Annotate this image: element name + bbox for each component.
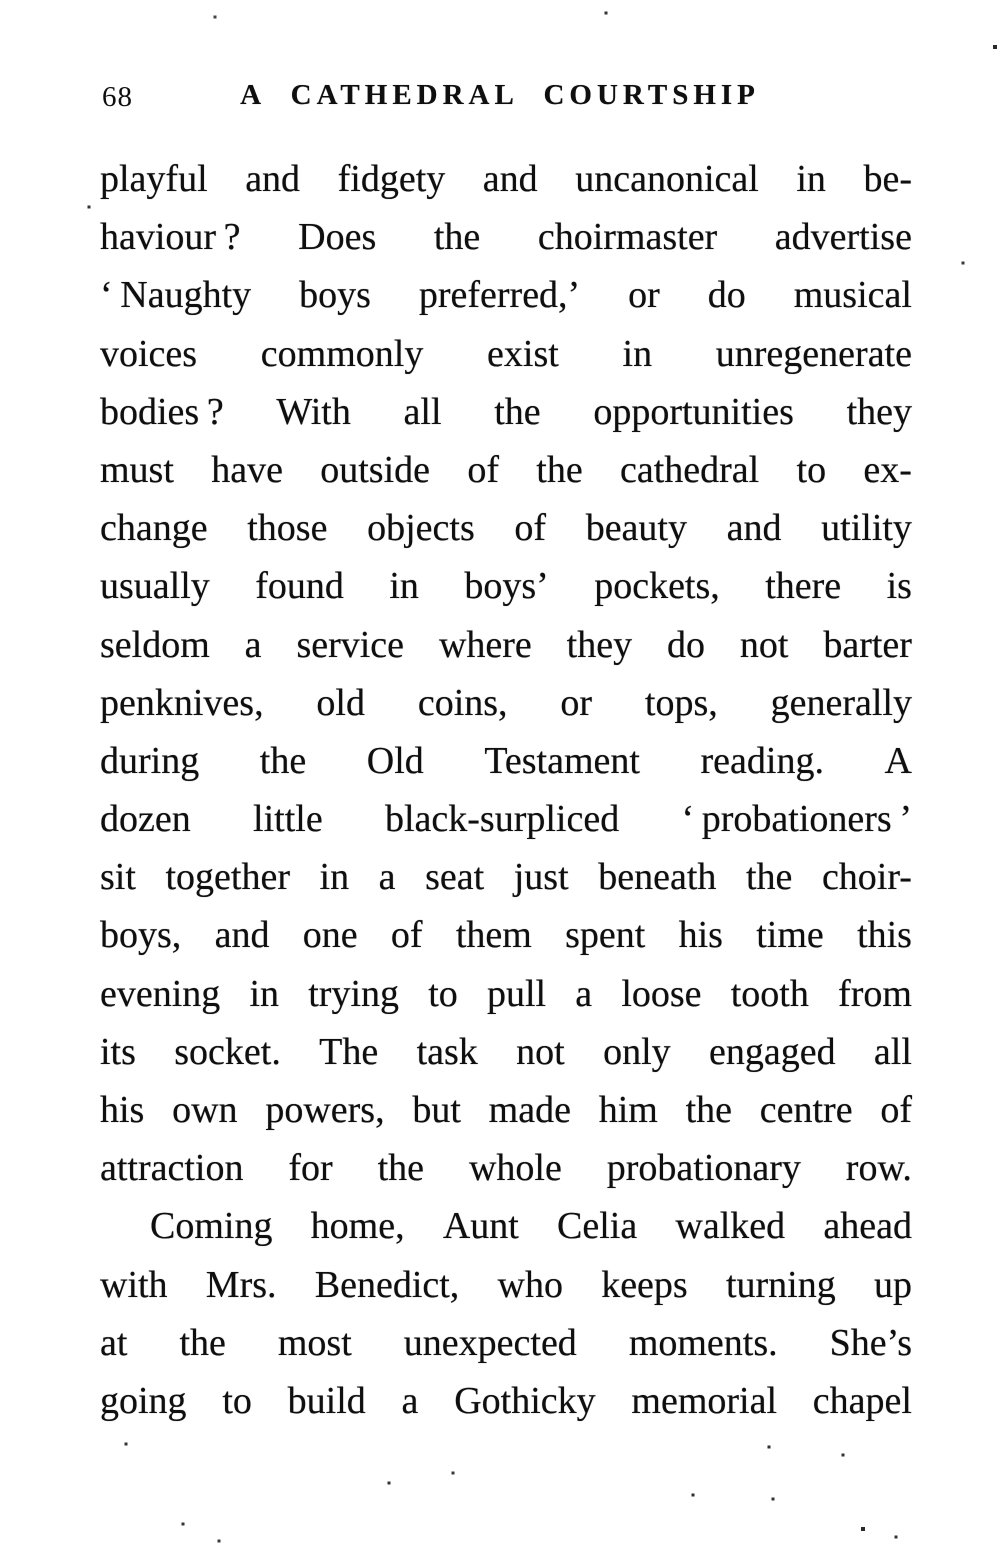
text-line	[100, 1197, 912, 1255]
word: the	[536, 448, 583, 491]
word: him	[598, 1089, 658, 1131]
page-header	[100, 76, 900, 118]
word: or	[628, 274, 660, 317]
word: of	[390, 914, 423, 957]
word: unregenerate	[715, 332, 912, 375]
text-line	[100, 1372, 912, 1430]
word: outside	[320, 448, 431, 491]
word: loose	[621, 972, 702, 1015]
word: do	[667, 623, 705, 666]
word: they	[566, 623, 633, 666]
word: the	[179, 1321, 226, 1364]
text-line	[100, 441, 912, 499]
word: in	[796, 158, 826, 200]
word: them	[455, 914, 532, 957]
word: must	[100, 448, 174, 491]
word: is	[886, 565, 912, 608]
word: Gothicky	[454, 1379, 596, 1422]
word: made	[488, 1089, 571, 1131]
word: usually	[100, 565, 210, 608]
word: coins,	[417, 681, 508, 724]
word: Mrs.	[205, 1263, 277, 1306]
word: A	[884, 739, 912, 782]
text-line	[100, 325, 912, 383]
word: reading.	[700, 739, 824, 782]
text-line	[100, 557, 912, 615]
word: his	[678, 914, 723, 957]
word: engaged	[708, 1030, 836, 1073]
word: tooth	[730, 972, 809, 1015]
word: and	[726, 507, 782, 550]
text-line	[100, 266, 912, 324]
text-line	[100, 1256, 912, 1314]
text-line	[100, 150, 912, 208]
word: in	[389, 565, 419, 608]
word: and	[214, 914, 270, 957]
scan-noise	[0, 0, 2, 2]
word: spent	[565, 914, 646, 957]
word: probationary	[606, 1147, 801, 1190]
word: playful	[100, 158, 208, 200]
word: build	[287, 1379, 366, 1422]
word: at	[100, 1321, 128, 1364]
word: they	[846, 390, 912, 433]
word: choirmaster	[537, 216, 718, 259]
word: time	[756, 914, 824, 957]
word: the	[433, 216, 481, 259]
word: the	[259, 739, 307, 782]
word: commonly	[260, 332, 424, 375]
word: moments.	[628, 1321, 778, 1364]
word: one	[302, 914, 358, 957]
word: a	[575, 972, 593, 1015]
word: She’s	[829, 1321, 912, 1364]
word: unexpected	[403, 1321, 577, 1364]
word: fidgety	[337, 158, 446, 200]
word: chapel	[812, 1379, 912, 1422]
word: or	[560, 681, 593, 724]
word: pockets,	[594, 565, 720, 608]
word: all	[873, 1030, 912, 1073]
word: powers,	[265, 1089, 385, 1131]
word: found	[255, 565, 344, 608]
word: turning	[725, 1263, 836, 1306]
word: Benedict,	[314, 1263, 460, 1306]
word: penknives,	[100, 681, 264, 724]
word: to	[796, 448, 827, 491]
word: objects	[367, 507, 475, 550]
word: his	[100, 1089, 145, 1131]
word: trying	[308, 972, 400, 1015]
text-line	[100, 906, 912, 964]
word: there	[765, 565, 842, 608]
text-line	[100, 1081, 912, 1139]
word: with	[100, 1263, 168, 1306]
word: The	[319, 1030, 379, 1073]
word: memorial	[631, 1379, 778, 1422]
word: Testament	[484, 739, 640, 782]
word: boys,	[100, 914, 182, 957]
word: whole	[468, 1147, 562, 1190]
word: beneath	[598, 856, 717, 899]
word: evening	[100, 972, 221, 1015]
word: dozen	[100, 798, 191, 841]
word: Coming	[150, 1205, 273, 1248]
word: the	[745, 856, 793, 899]
word: to	[428, 972, 458, 1015]
word: beauty	[585, 507, 687, 550]
word: only	[603, 1030, 671, 1073]
word: those	[247, 507, 328, 550]
word: change	[100, 507, 208, 550]
word: seldom	[100, 623, 210, 666]
word: most	[277, 1321, 352, 1364]
word: going	[100, 1379, 187, 1422]
word: all	[403, 390, 442, 433]
text-line	[100, 383, 912, 441]
word: preferred,’	[418, 274, 581, 317]
word: attraction	[100, 1147, 244, 1190]
text-block	[100, 150, 912, 1430]
word: seat	[425, 856, 485, 899]
text-line	[100, 1314, 912, 1372]
word: be-	[863, 158, 912, 200]
text-line	[100, 616, 912, 674]
word: little	[253, 798, 323, 841]
word: cathedral	[620, 448, 760, 491]
word: of	[880, 1089, 912, 1131]
word: old	[316, 681, 365, 724]
word: the	[494, 390, 541, 433]
word: the	[685, 1089, 732, 1131]
word: have	[211, 448, 283, 491]
word: together	[165, 856, 290, 899]
text-line	[100, 1139, 912, 1197]
word: up	[873, 1263, 912, 1306]
word: and	[245, 158, 301, 200]
text-line	[100, 674, 912, 732]
text-line	[100, 208, 912, 266]
word: task	[416, 1030, 478, 1073]
word: Old	[366, 739, 424, 782]
word: service	[296, 623, 405, 666]
word: in	[319, 856, 350, 899]
word: ahead	[823, 1205, 912, 1248]
word: ‘ Naughty	[100, 274, 252, 317]
page-number: 68	[102, 81, 133, 113]
word: in	[622, 332, 653, 375]
word: bodies ?	[100, 390, 224, 433]
word: ex-	[863, 448, 912, 491]
text-line	[100, 499, 912, 557]
word: not	[739, 623, 789, 666]
word: during	[100, 739, 200, 782]
word: choir-	[821, 856, 912, 899]
word: who	[497, 1263, 563, 1306]
word: Does	[298, 216, 377, 259]
word: socket.	[174, 1030, 281, 1073]
word: advertise	[774, 216, 912, 259]
word: musical	[793, 274, 912, 317]
word: but	[412, 1089, 461, 1131]
word: a	[244, 623, 262, 666]
text-line	[100, 848, 912, 906]
word: a	[401, 1379, 419, 1422]
word: voices	[100, 332, 198, 375]
word: tops,	[644, 681, 718, 724]
word: haviour ?	[100, 216, 241, 259]
word: utility	[821, 507, 912, 550]
word: for	[288, 1147, 333, 1190]
word: a	[378, 856, 396, 899]
word: where	[438, 623, 532, 666]
running-title: A CATHEDRAL COURTSHIP	[240, 79, 760, 111]
word: own	[172, 1089, 238, 1131]
text-line	[100, 790, 912, 848]
word: Celia	[557, 1205, 638, 1248]
word: centre	[759, 1089, 853, 1131]
word: row.	[845, 1147, 912, 1190]
word: pull	[486, 972, 547, 1015]
word: its	[100, 1030, 136, 1073]
word: boys	[299, 274, 371, 317]
word: uncanonical	[575, 158, 759, 200]
word: exist	[487, 332, 559, 375]
word: black-surpliced	[384, 798, 620, 841]
word: from	[838, 972, 912, 1015]
word: just	[513, 856, 569, 899]
word: in	[249, 972, 280, 1015]
word: home,	[310, 1205, 405, 1248]
word: and	[482, 158, 538, 200]
text-line	[100, 732, 912, 790]
text-line	[100, 965, 912, 1023]
word: the	[377, 1147, 425, 1190]
word: of	[467, 448, 499, 491]
word: With	[276, 390, 351, 433]
word: of	[514, 507, 547, 550]
text-line	[100, 1023, 912, 1081]
word: barter	[823, 623, 912, 666]
word: walked	[675, 1205, 786, 1248]
word: do	[707, 274, 746, 317]
word: ‘ probationers ’	[681, 798, 912, 841]
word: Aunt	[442, 1205, 519, 1248]
word: this	[857, 914, 912, 957]
word: to	[222, 1379, 252, 1422]
word: not	[516, 1030, 565, 1073]
word: boys’	[464, 565, 549, 608]
word: generally	[770, 681, 912, 724]
word: sit	[100, 856, 136, 899]
word: keeps	[601, 1263, 688, 1306]
word: opportunities	[593, 390, 794, 433]
